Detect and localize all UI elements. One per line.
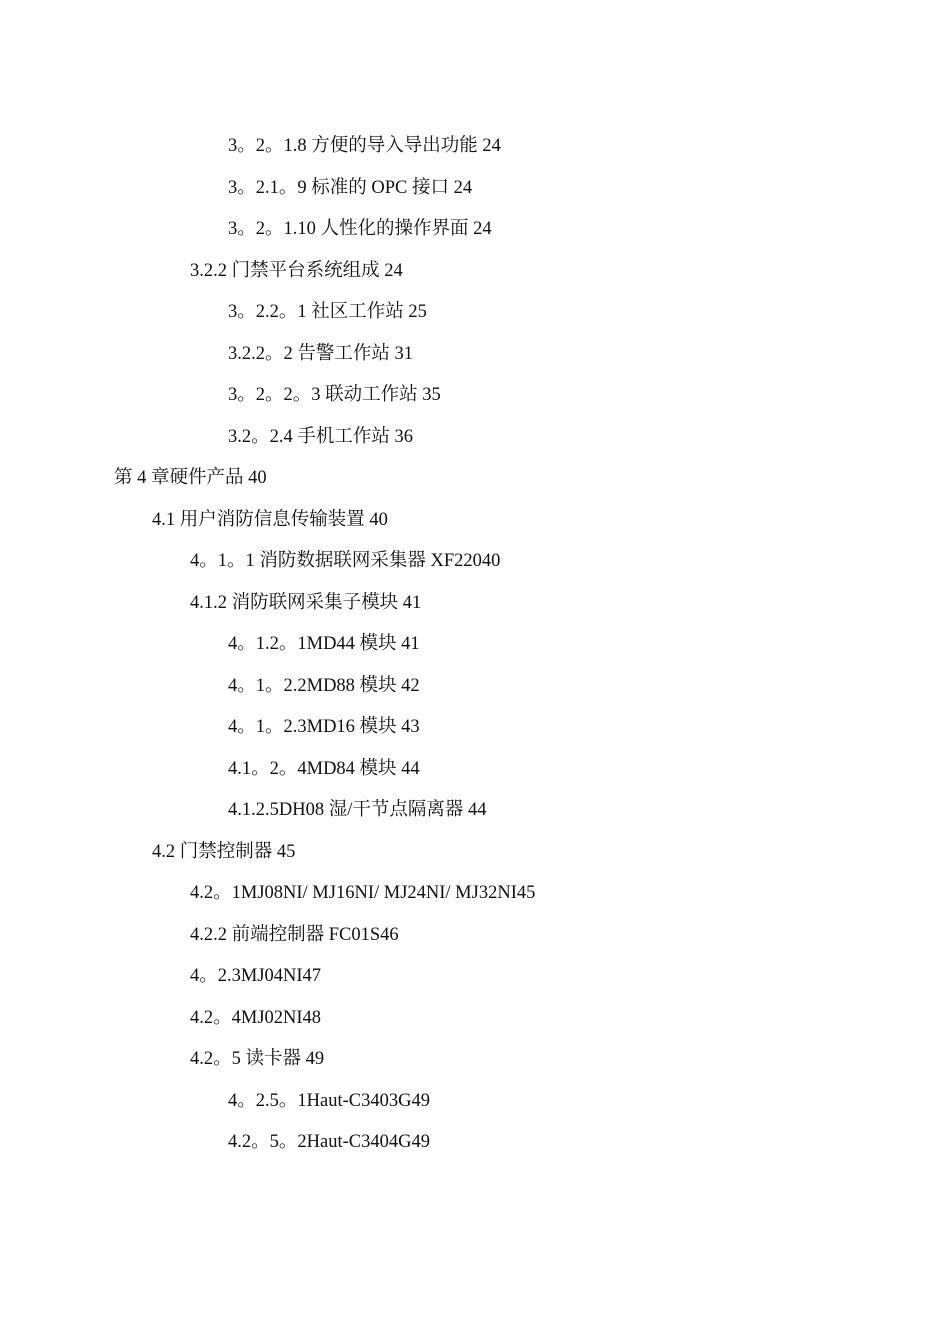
toc-entry[interactable]: 4.1。2。4MD84 模块 44 <box>228 758 420 779</box>
toc-entry[interactable]: 4.2。4MJ02NI48 <box>190 1007 322 1028</box>
toc-entry[interactable]: 3.2。2.4 手机工作站 36 <box>228 426 414 447</box>
toc-chapter-heading[interactable]: 第 4 章硬件产品 40 <box>114 468 267 488</box>
table-of-contents <box>0 128 950 1166</box>
toc-entry[interactable]: 4.2。1MJ08NI/ MJ16NI/ MJ24NI/ MJ32NI45 <box>190 883 536 903</box>
toc-entry[interactable]: 4。2.5。1Haut-C3403G49 <box>228 1090 430 1111</box>
toc-entry[interactable]: 3。2。1.8 方便的导入导出功能 24 <box>228 136 501 156</box>
toc-entry[interactable]: 3。2.1。9 标准的 OPC 接口 24 <box>228 177 473 198</box>
toc-entry[interactable]: 3。2.2。1 社区工作站 25 <box>228 302 427 322</box>
toc-entry[interactable]: 4.1 用户消防信息传输装置 40 <box>152 509 388 530</box>
toc-entry[interactable]: 3。2。1.10 人性化的操作界面 24 <box>228 219 492 239</box>
toc-entry[interactable]: 3。2。2。3 联动工作站 35 <box>228 385 441 405</box>
toc-entry[interactable]: 4.2。5。2Haut-C3404G49 <box>228 1132 430 1152</box>
toc-entry[interactable]: 4.1.2.5DH08 湿/干节点隔离器 44 <box>228 800 487 820</box>
toc-entry[interactable]: 4.1.2 消防联网采集子模块 41 <box>190 592 422 613</box>
toc-entry[interactable]: 4.2.2 前端控制器 FC01S46 <box>190 924 399 945</box>
toc-entry[interactable]: 4。1。2.3MD16 模块 43 <box>228 717 420 737</box>
toc-entry[interactable]: 3.2.2。2 告警工作站 31 <box>228 343 414 364</box>
toc-entry[interactable]: 4。1。2.2MD88 模块 42 <box>228 675 420 696</box>
toc-entry[interactable]: 3.2.2 门禁平台系统组成 24 <box>190 260 403 281</box>
toc-entry[interactable]: 4。2.3MJ04NI47 <box>190 966 322 986</box>
toc-entry[interactable]: 4。1.2。1MD44 模块 41 <box>228 634 420 654</box>
toc-entry[interactable]: 4。1。1 消防数据联网采集器 XF22040 <box>190 551 501 571</box>
toc-entry[interactable]: 4.2。5 读卡器 49 <box>190 1049 325 1069</box>
toc-entry[interactable]: 4.2 门禁控制器 45 <box>152 841 296 862</box>
